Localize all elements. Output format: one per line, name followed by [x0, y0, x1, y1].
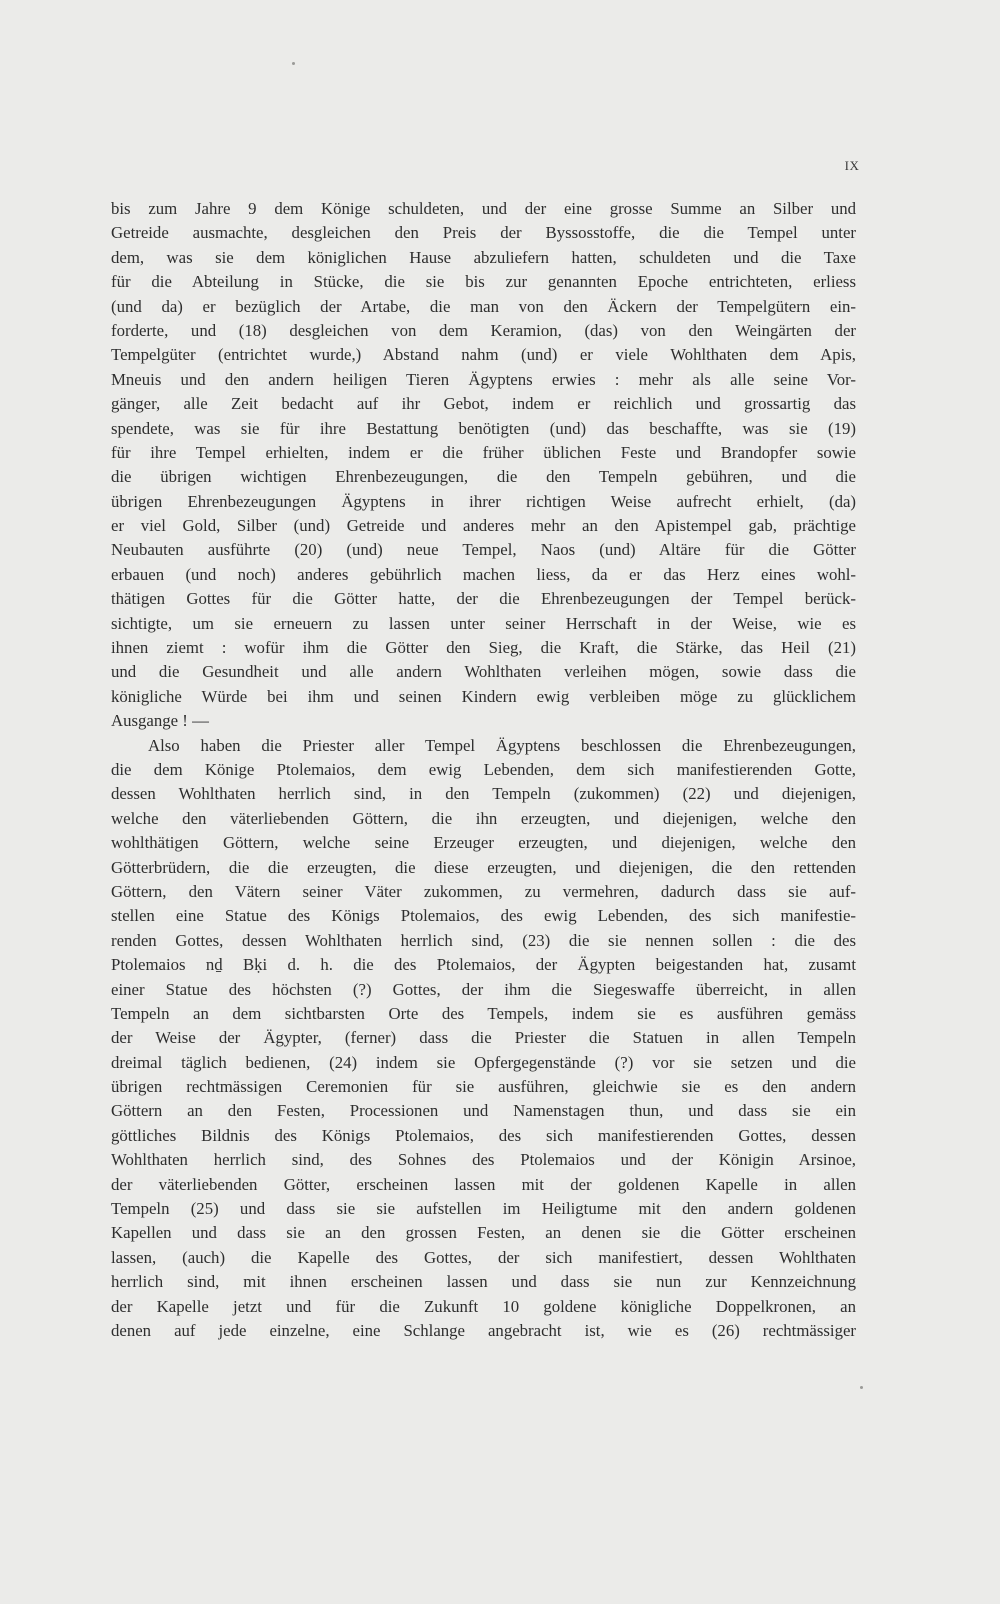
text-line: denen auf jede einzelne, eine Schlange angebracht ist, wie es (26) rechtmässiger — [111, 1320, 856, 1340]
text-line: königliche Würde bei ihm und seinen Kindern ewig verbleiben möge zu glücklichem — [111, 686, 856, 706]
text-line: übrigen rechtmässigen Ceremonien für sie ausführen, gleichwie sie es den andern — [111, 1077, 856, 1097]
text-line: Ausgange ! — — [111, 711, 209, 731]
text-line: die übrigen wichtigen Ehrenbezeugungen, die den Tempeln gebühren, und die — [111, 467, 856, 487]
text-line: Neubauten ausführte (20) (und) neue Tempel, Naos (und) Altäre für die Götter — [111, 540, 856, 560]
text-line: sichtigte, um sie erneuern zu lassen unter seiner Herrschaft in der Weise, wie es — [111, 613, 856, 633]
text-line: welche den väterliebenden Göttern, die ihn erzeugten, und diejenigen, welche den — [111, 808, 856, 828]
text-line: Ptolemaios nḏ Bḳi d. h. die des Ptolemaios, der Ägypten beigestanden hat, zusamt — [111, 955, 856, 975]
paper-speck — [292, 62, 295, 65]
text-line: und die Gesundheit und alle andern Wohlthaten verleihen mögen, sowie dass die — [111, 662, 856, 682]
text-line: herrlich sind, mit ihnen erscheinen lassen und dass sie nun zur Kennzeichnung — [111, 1272, 856, 1292]
text-line: göttliches Bildnis des Königs Ptolemaios, des sich manifestierenden Gottes, dessen — [111, 1125, 856, 1145]
text-line: forderte, und (18) desgleichen von dem Keramion, (das) von den Weingärten der — [111, 320, 856, 340]
text-line: Göttern an den Festen, Processionen und Namenstagen thun, und dass sie ein — [111, 1101, 856, 1121]
text-line: ihnen ziemt : wofür ihm die Götter den Sieg, die Kraft, die Stärke, das Heil (21) — [111, 638, 856, 658]
text-line: die dem Könige Ptolemaios, dem ewig Lebenden, dem sich manifestierenden Gotte, — [111, 759, 856, 779]
text-line: Mneuis und den andern heiligen Tieren Ägyptens erwies : mehr als alle seine Vor- — [111, 369, 856, 389]
text-line — [111, 1343, 856, 1367]
text-line: dessen Wohlthaten herrlich sind, in den Tempeln (zukommen) (22) und diejenigen, — [111, 784, 856, 804]
paragraph-start-line: Also haben die Priester aller Tempel Ägyptens beschlossen die Ehrenbezeugungen, — [148, 735, 856, 755]
paper-speck — [860, 1386, 863, 1389]
text-line: Tempelgüter (entrichtet wurde,) Abstand nahm (und) er viele Wohlthaten dem Apis, — [111, 345, 856, 365]
text-line: Tempeln an dem sichtbarsten Orte des Tempels, indem sie es ausführen gemäss — [111, 1003, 856, 1023]
page-number: IX — [844, 158, 860, 173]
text-line: Getreide ausmachte, desgleichen den Preis der Byssosstoffe, die die Tempel unter — [111, 223, 856, 243]
text-line: thätigen Gottes für die Götter hatte, der die Ehrenbezeugungen der Tempel berück- — [111, 589, 856, 609]
text-line: gänger, alle Zeit bedacht auf ihr Gebot, indem er reichlich und grossartig das — [111, 394, 856, 414]
text-line: übrigen Ehrenbezeugungen Ägyptens in ihrer richtigen Weise aufrecht erhielt, (da) — [111, 491, 856, 511]
text-line: spendete, was sie für ihre Bestattung benötigten (und) das beschaffte, was sie (19) — [111, 418, 856, 438]
text-line: der väterliebenden Götter, erscheinen lassen mit der goldenen Kapelle in allen — [111, 1174, 856, 1194]
text-line: er viel Gold, Silber (und) Getreide und anderes mehr an den Apistempel gab, prächtige — [111, 516, 856, 536]
text-line: Götterbrüdern, die die erzeugten, die diese erzeugten, und diejenigen, die den rettenden — [111, 857, 856, 877]
text-line: wohlthätigen Göttern, welche seine Erzeuger erzeugten, und diejenigen, welche den — [111, 833, 856, 853]
text-line: der Weise der Ägypter, (ferner) dass die Priester die Statuen in allen Tempeln — [111, 1028, 856, 1048]
text-line: für die Abteilung in Stücke, die sie bis zur genannten Epoche entrichteten, erliess — [111, 272, 856, 292]
text-line: Tempeln (25) und dass sie sie aufstellen im Heiligtume mit den andern goldenen — [111, 1199, 856, 1219]
text-line: Kapellen und dass sie an den grossen Festen, an denen sie die Götter erscheinen — [111, 1223, 856, 1243]
text-line: Göttern, den Vätern seiner Väter zukommen, zu vermehren, dadurch dass sie auf- — [111, 881, 856, 901]
text-line: dreimal täglich bedienen, (24) indem sie Opfergegenstände (?) vor sie setzen und die — [111, 1052, 856, 1072]
text-line: dem, was sie dem königlichen Hause abzuliefern hatten, schuldeten und die Taxe — [111, 247, 856, 267]
text-line: bis zum Jahre 9 dem Könige schuldeten, und der eine grosse Summe an Silber und — [111, 199, 856, 218]
text-line: renden Gottes, dessen Wohlthaten herrlich sind, (23) die sie nennen sollen : die des — [111, 930, 856, 950]
text-line: stellen eine Statue des Königs Ptolemaios, des ewig Lebenden, des sich manifestie- — [111, 906, 856, 926]
text-line: für ihre Tempel erhielten, indem er die früher üblichen Feste und Brandopfer sowie — [111, 442, 856, 462]
text-line: lassen, (auch) die Kapelle des Gottes, der sich manifestiert, dessen Wohlthaten — [111, 1247, 856, 1267]
text-line: Wohlthaten herrlich sind, des Sohnes des Ptolemaios und der Königin Arsinoe, — [111, 1150, 856, 1170]
body-text — [111, 197, 856, 1368]
text-line: erbauen (und noch) anderes gebührlich machen liess, da er das Herz eines wohl- — [111, 564, 856, 584]
text-line: (und da) er bezüglich der Artabe, die man von den Äckern der Tempelgütern ein- — [111, 296, 856, 316]
text-line: der Kapelle jetzt und für die Zukunft 10 goldene königliche Doppelkronen, an — [111, 1296, 856, 1316]
text-line: einer Statue des höchsten (?) Gottes, der ihm die Siegeswaffe überreicht, in allen — [111, 979, 856, 999]
